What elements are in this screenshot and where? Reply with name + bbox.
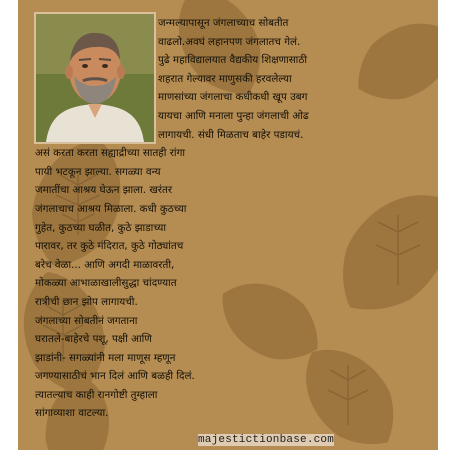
blurb-line: पारावर, तर कुठे मंदिरात, कुठे गोठ्यांतच — [35, 240, 184, 253]
blurb-line: जंगलाचाच आश्रय मिळाला. कधी कुठच्या — [35, 202, 187, 215]
blurb-line: शहरात गेल्यावर माणुसकी हरवलेल्या — [158, 72, 292, 85]
blurb-line: यायचा आणि मनाला पुन्हा जंगलाची ओढ — [158, 109, 309, 122]
blurb-line: जगण्यासाठीचं भान दिलं आणि बळही दिलं. — [35, 370, 195, 383]
blurb-line: असं करता करता सह्याद्रीच्या सातही रांगा — [35, 147, 186, 160]
blurb-line: पुढे महाविद्यालयात वैद्यकीय शिक्षणासाठी — [158, 54, 307, 67]
book-back-cover — [18, 0, 438, 450]
blurb-line: त्यातल्याच काही रानगोष्टी तुम्हाला — [35, 388, 158, 401]
blurb-line: माणसांच्या जंगलाचा कधीकधी खूप उबग — [158, 91, 308, 104]
blurb-line: पायी भटकून झाल्या. सगळ्या वन्य — [35, 165, 161, 178]
blurb-line: रात्रीची छान झोप लागायची. — [35, 295, 138, 308]
blurb-line: सांगाव्याशा वाटल्या. — [35, 407, 109, 420]
blurb-line: घरातले-बाहेरचे पशू, पक्षी आणि — [35, 333, 152, 346]
blurb-line: जन्मल्यापासून जंगलाच्याच सोबतीत — [158, 17, 289, 29]
blurb-text — [35, 14, 434, 423]
blurb-line: बरेच वेळा... आणि अगदी माळावरती, — [35, 258, 175, 271]
blurb-line: गुहेत, कुठच्या घळीत, कुठे झाडाच्या — [35, 221, 167, 234]
blurb-line: मोकळ्या आभाळाखालीसुद्धा चांदण्यात — [35, 277, 177, 290]
author-photo — [36, 14, 154, 142]
blurb-line: झाडांनी- सगळ्यांनी मला माणूस म्हणून — [35, 351, 176, 364]
site-watermark: majestictionbase.com — [198, 434, 335, 446]
blurb-line: जंगलाच्या सोबतीनं जगताना — [35, 314, 138, 327]
author-portrait — [36, 14, 154, 142]
blurb-line: जमातींचा आश्रय घेऊन झाला. खरंतर — [35, 184, 173, 197]
blurb-line: लागायची. संधी मिळताच बाहेर पडायचं. — [158, 128, 304, 141]
blurb-line: वाढलो.अवघं लहानपण जंगलातच गेलं. — [158, 35, 301, 48]
